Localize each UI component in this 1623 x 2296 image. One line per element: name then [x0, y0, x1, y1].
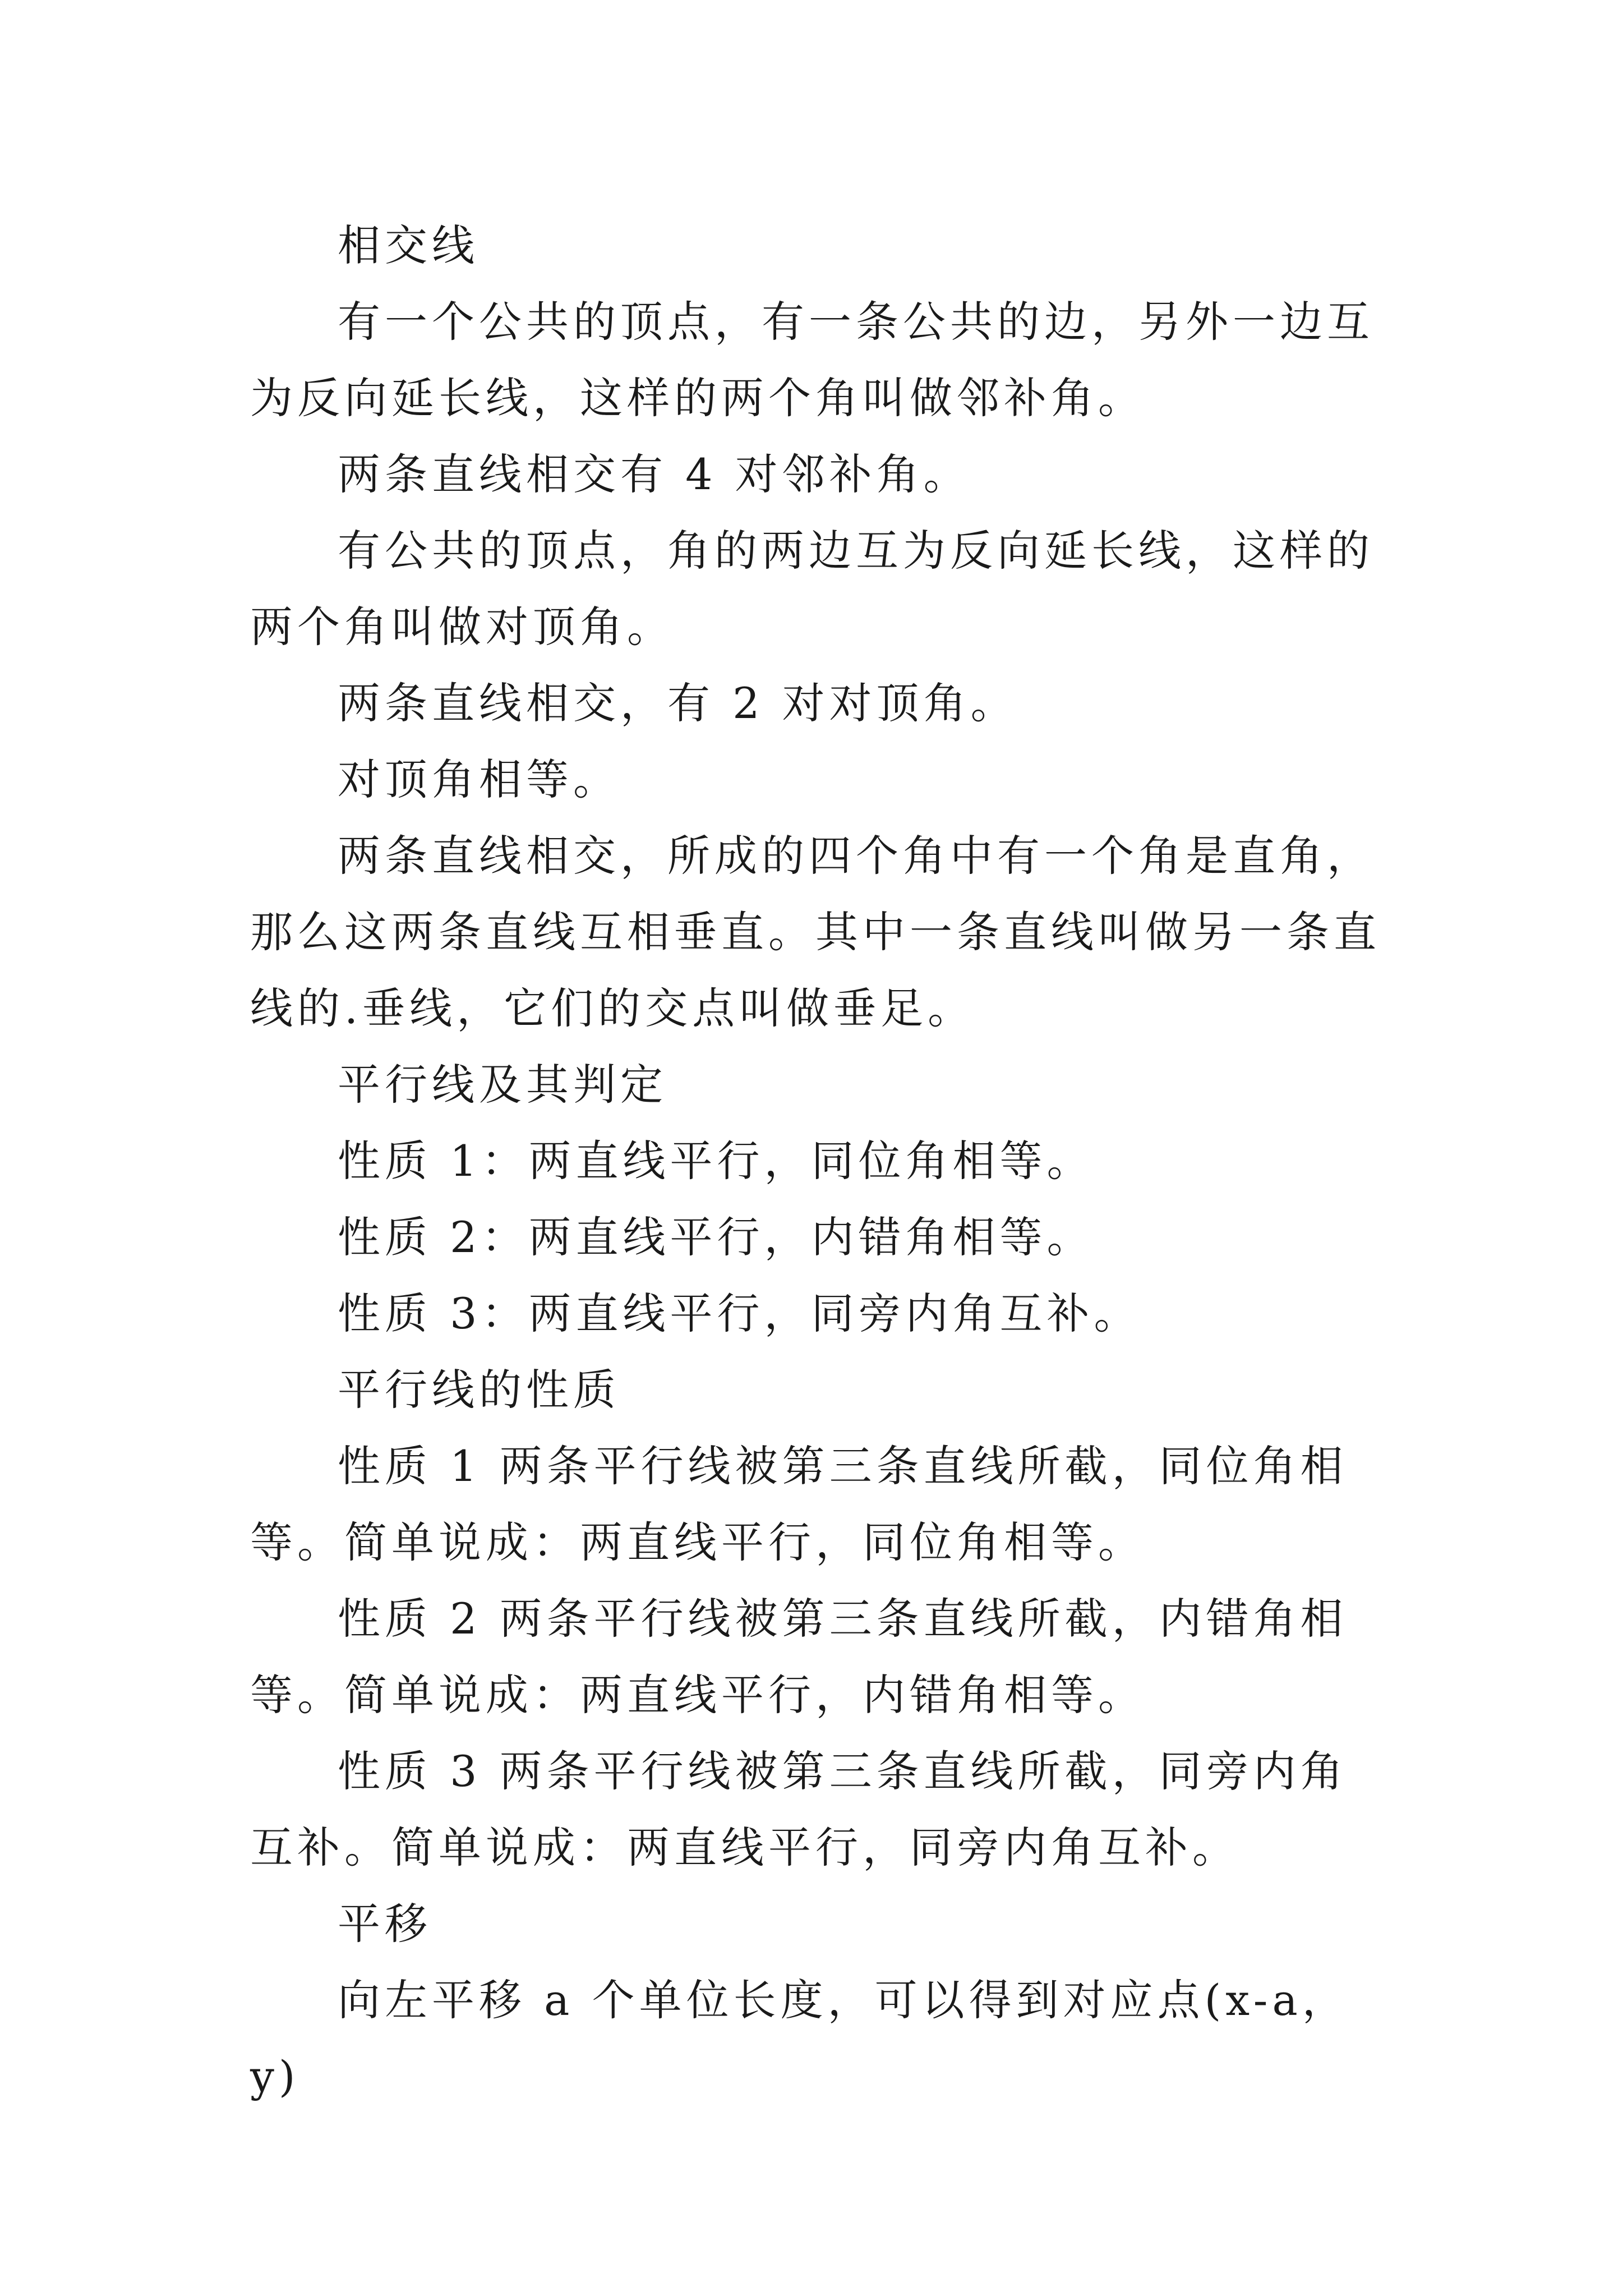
paragraph-adjacent-supplementary-count: 两条直线相交有 4 对邻补角。 [338, 449, 971, 499]
paragraph-vertical-angles-definition: 有公共的顶点，角的两边互为反向延长线，这样的两个角叫做对顶角。 [250, 526, 1374, 652]
heading-translation: 平移 [338, 1899, 432, 1949]
heading-parallel-lines-criteria: 平行线及其判定 [338, 1060, 667, 1110]
paragraph-property-2: 性质 2：两直线平行，内错角相等。 [338, 1212, 1094, 1262]
heading-parallel-lines-properties: 平行线的性质 [338, 1365, 620, 1415]
paragraph-translation-left: 向左平移 a 个单位长度，可以得到对应点(x-a，y) [250, 1975, 1349, 2101]
paragraph-perpendicular-definition: 两条直线相交，所成的四个角中有一个角是直角，那么这两条直线互相垂直。其中一条直线叫做另一条直线的.垂线，它们的交点叫做垂足。 [250, 831, 1381, 1033]
paragraph-property-1-detail: 性质 1 两条平行线被第三条直线所截，同位角相等。简单说成：两直线平行，同位角相等。 [250, 1441, 1348, 1567]
heading-intersecting-lines: 相交线 [338, 220, 479, 270]
paragraph-adjacent-supplementary-definition: 有一个公共的顶点，有一条公共的边，另外一边互为反向延长线，这样的两个角叫做邻补角。 [250, 297, 1374, 423]
document-body [250, 208, 1383, 2115]
paragraph-property-2-detail: 性质 2 两条平行线被第三条直线所截，内错角相等。简单说成：两直线平行，内错角相等。 [250, 1594, 1348, 1720]
paragraph-vertical-angles-count: 两条直线相交，有 2 对对顶角。 [338, 678, 1018, 728]
paragraph-vertical-angles-equal: 对顶角相等。 [338, 754, 620, 804]
paragraph-property-3: 性质 3：两直线平行，同旁内角互补。 [338, 1289, 1141, 1338]
paragraph-property-3-detail: 性质 3 两条平行线被第三条直线所截，同旁内角互补。简单说成：两直线平行，同旁内角互补。 [250, 1746, 1348, 1872]
paragraph-property-1: 性质 1：两直线平行，同位角相等。 [338, 1136, 1094, 1186]
